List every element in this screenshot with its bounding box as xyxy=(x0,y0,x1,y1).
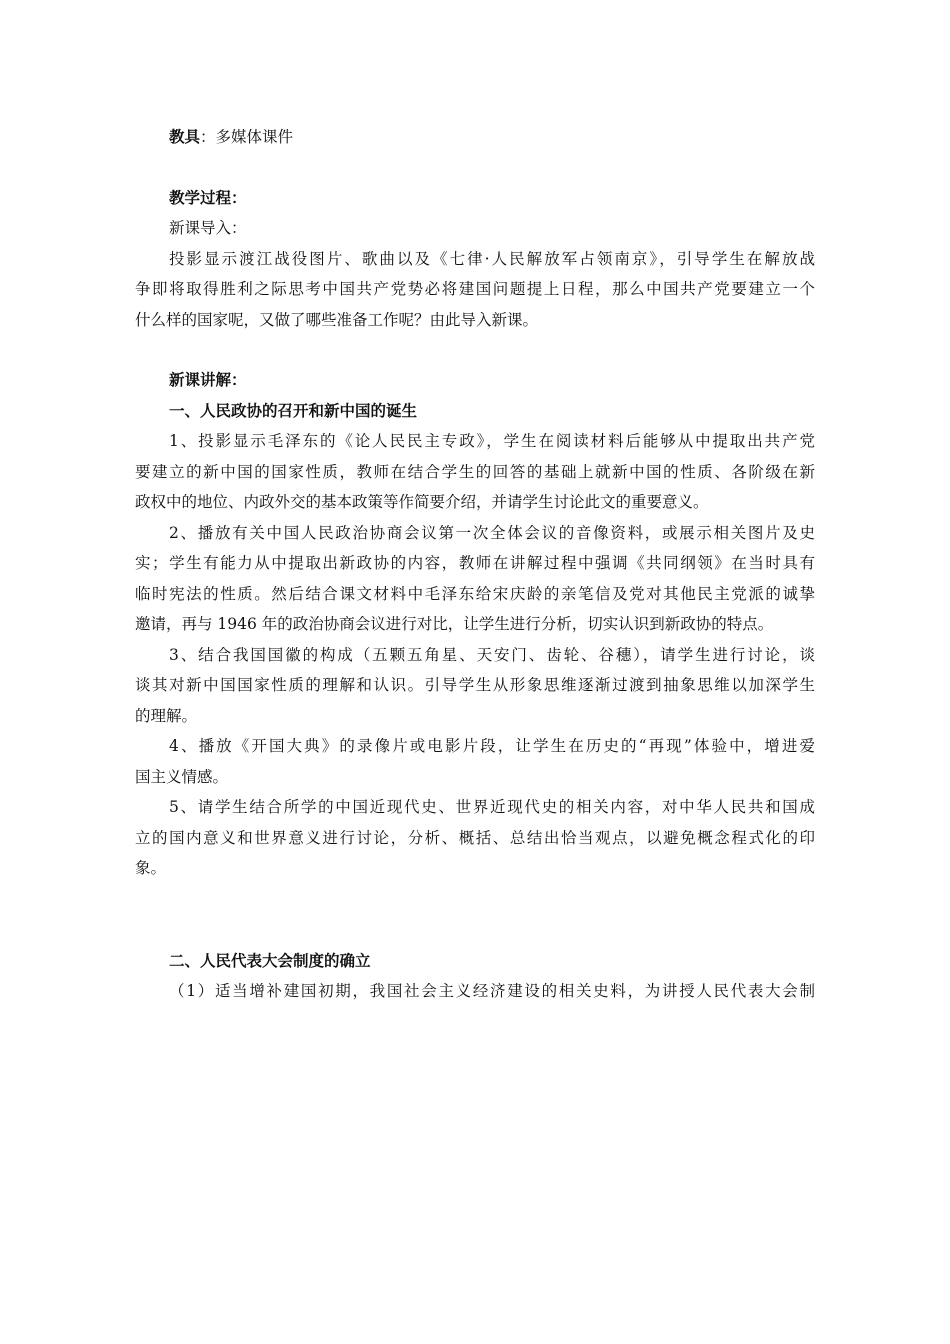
spacer xyxy=(135,153,815,183)
item-5-line-3: 象。 xyxy=(135,859,167,877)
teaching-tools-label: 教具 xyxy=(169,128,201,146)
item-3-line-2: 谈其对新中国国家性质的理解和认识。引导学生从形象思维逐渐过渡到抽象思维以加深学生 xyxy=(135,676,815,694)
item-4-line-1: 4、播放《开国大典》的录像片或电影片段，让学生在历史的“再现”体验中，增进爱 xyxy=(169,737,815,755)
item-2-line-1: 2、播放有关中国人民政治协商会议第一次全体会议的音像资料，或展示相关图片及史 xyxy=(169,523,815,542)
item-5-line-1: 5、请学生结合所学的中国近现代史、世界近现代史的相关内容，对中华人民共和国成 xyxy=(169,798,815,816)
item-2-line-4: 邀请，再与 1946 年的政治协商会议进行对比，让学生进行分析，切实认识到新政协的特点。 xyxy=(135,615,774,633)
item-1-line-1: 1、投影显示毛泽东的《论人民民主专政》，学生在阅读材料后能够从中提取出共产党 xyxy=(169,432,815,450)
teaching-tools-line xyxy=(135,122,815,153)
section-2-title: 二、人民代表大会制度的确立 xyxy=(169,951,371,970)
section-1-title: 一、人民政协的召开和新中国的诞生 xyxy=(169,401,418,420)
spacer xyxy=(135,884,815,946)
teaching-tools-value: ：多媒体课件 xyxy=(200,128,294,146)
intro-line-3: 什么样的国家呢，又做了哪些准备工作呢？由此导入新课。 xyxy=(135,310,539,329)
item-2-line-2: 实；学生有能力从中提取出新政协的内容，教师在讲解过程中强调《共同纲领》在当时具有 xyxy=(135,554,815,572)
item-3-line-3: 的理解。 xyxy=(135,706,198,725)
item-3-line-1: 3、结合我国国徽的构成（五颗五角星、天安门、齿轮、谷穗），请学生进行讨论，谈 xyxy=(169,645,815,664)
item-2-line-3: 临时宪法的性质。然后结合课文材料中毛泽东给宋庆龄的亲笔信及党对其他民主党派的诚挚 xyxy=(135,584,815,603)
spacer xyxy=(135,335,815,365)
intro-line-2: 争即将取得胜利之际思考中国共产党势必将建国问题提上日程，那么中国共产党要建立一个 xyxy=(135,280,815,298)
item-5-line-2: 立的国内意义和世界意义进行讨论，分析、概括、总结出恰当观点，以避免概念程式化的印 xyxy=(135,828,815,847)
teaching-process-heading: 教学过程： xyxy=(169,188,247,207)
item-4-line-2: 国主义情感。 xyxy=(135,767,229,786)
section-2-line-1: （1）适当增补建国初期，我国社会主义经济建设的相关史料，为讲授人民代表大会制 xyxy=(169,982,815,1000)
intro-line-1: 投影显示渡江战役图片、歌曲以及《七律·人民解放军占领南京》，引导学生在解放战 xyxy=(169,249,815,268)
lecture-heading: 新课讲解： xyxy=(169,371,247,389)
intro-label: 新课导入： xyxy=(169,219,247,237)
item-1-line-3: 政权中的地位、内政外交的基本政策等作简要介绍，并请学生讨论此文的重要意义。 xyxy=(135,493,709,511)
document-body xyxy=(135,122,815,1007)
item-1-line-2: 要建立的新中国的国家性质，教师在结合学生的回答的基础上就新中国的性质、各阶级在新 xyxy=(135,462,815,481)
